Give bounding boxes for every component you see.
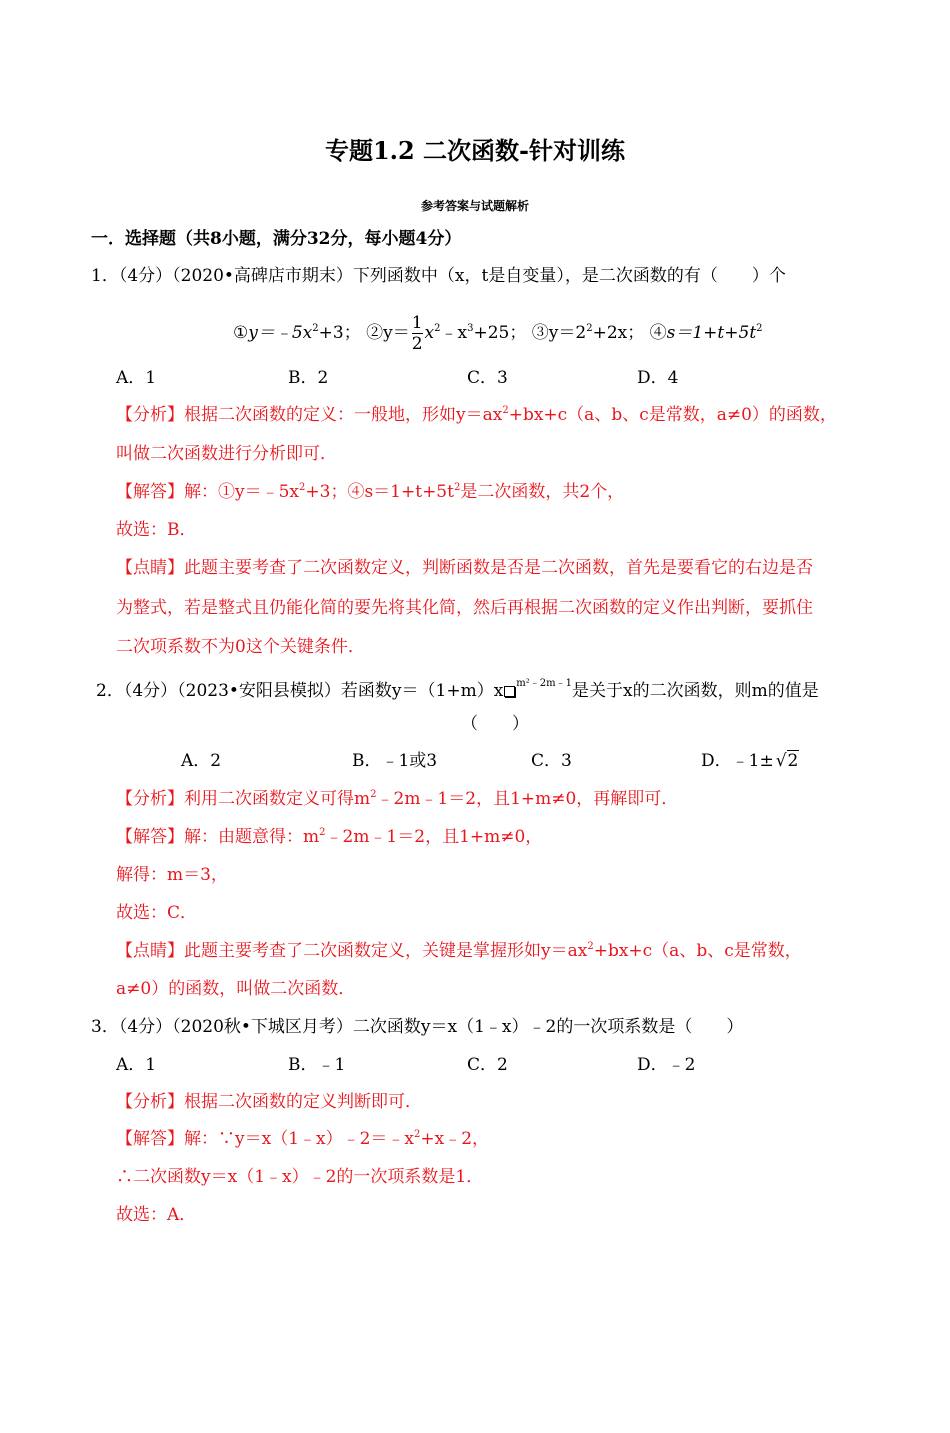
q3-analysis: 【分析】根据二次函数的定义判断即可．	[116, 1092, 422, 1112]
q1-comment: 【点睛】此题主要考查了二次函数定义，判断函数是否是二次函数，首先是要看它的右边是否	[116, 558, 813, 578]
q1-answer: 【解答】解：$①y=﹣5x^2+3$；$④s=1+t+5t^2$是二次函数，共2个，	[116, 482, 625, 502]
q1-formula: $①y=﹣5x^2+3$； ②y＝ $\frac{1}{2}$ $x^2﹣x^3+25$； $③y=2^2+2x$； $④s=1+t+5t^2$	[233, 313, 763, 354]
q1-option-d: D．4	[637, 368, 679, 388]
q2-option-a: A．2	[181, 751, 222, 771]
q3-choose: 故选：A．	[116, 1205, 197, 1225]
q1-analysis: 【分析】根据二次函数的定义：一般地，形如$y=ax^2+bx+c(a$、b、c是常数，a≠0）的函数，	[116, 405, 837, 425]
q2-answer: 【解答】解：由题意得：$m^2﹣2m﹣1=2$，且1+m≠0，	[116, 827, 543, 847]
page-subtitle: 参考答案与试题解析	[420, 199, 529, 213]
fraction: $\frac{1}{2}$	[411, 313, 423, 354]
q2-stem: 2．（4分）（2023•安阳县模拟）若函数y＝（1+m）x $^{m^2﹣2m﹣1}$是关于x的二次函数，则m的值是	[96, 678, 819, 701]
q2-comment: 【点睛】此题主要考查了二次函数定义，关键是掌握形如$y=ax^2+bx+c(a$、b、c是常数，	[116, 941, 802, 961]
q3-option-c: C．2	[467, 1055, 508, 1075]
q2-analysis: 【分析】利用二次函数定义可得$m^2﹣2m﹣1=2$，且1+m≠0，再解即可．	[116, 789, 679, 809]
q2-choose: 故选：C．	[116, 903, 198, 923]
placeholder-box-icon	[504, 686, 515, 697]
q1-option-c: C．3	[467, 368, 508, 388]
q1-choose: 故选：B．	[116, 520, 197, 540]
q3-option-b: B．﹣1	[288, 1055, 346, 1075]
sqrt-expression: √2	[775, 751, 799, 771]
q1-comment-line3: 二次项系数不为0这个关键条件．	[116, 637, 365, 657]
q2-option-b: B．﹣1或3	[352, 751, 438, 771]
q2-solve: 解得：m＝3，	[116, 865, 228, 885]
q2-paren: （ ）	[461, 714, 529, 734]
q1-option-a: A．1	[116, 368, 157, 388]
q2-option-d: D．﹣1± √2	[701, 751, 799, 771]
q1-comment-line2: 为整式，若是整式且仍能化简的要先将其化简，然后再根据二次函数的定义作出判断，要抓住	[116, 598, 813, 618]
q1-stem: 1．（4分）（2020•高碑店市期末）下列函数中（x，t是自变量），是二次函数的有（ ）个	[91, 266, 786, 286]
q3-option-a: A．1	[116, 1055, 157, 1075]
q1-analysis-line2: 叫做二次函数进行分析即可．	[116, 444, 337, 464]
q2-comment-line2: a≠0）的函数，叫做二次函数．	[116, 979, 356, 999]
q3-therefore: ∴二次函数y＝x（1﹣x）﹣2的一次项系数是1．	[116, 1167, 484, 1187]
q2-option-c: C．3	[531, 751, 572, 771]
page-title: 专题1.2 二次函数-针对训练	[324, 136, 626, 165]
q1-option-b: B．2	[288, 368, 329, 388]
section-heading: 一．选择题（共8小题，满分32分，每小题4分）	[91, 229, 462, 249]
q3-stem: 3．（4分）（2020秋•下城区月考）二次函数y＝x（1﹣x）﹣2的一次项系数是（ ）	[91, 1017, 744, 1037]
q3-option-d: D．﹣2	[637, 1055, 696, 1075]
q3-answer: 【解答】解：$\because y=x(1﹣x)﹣2=﹣x^2+x﹣2$，	[116, 1129, 490, 1149]
